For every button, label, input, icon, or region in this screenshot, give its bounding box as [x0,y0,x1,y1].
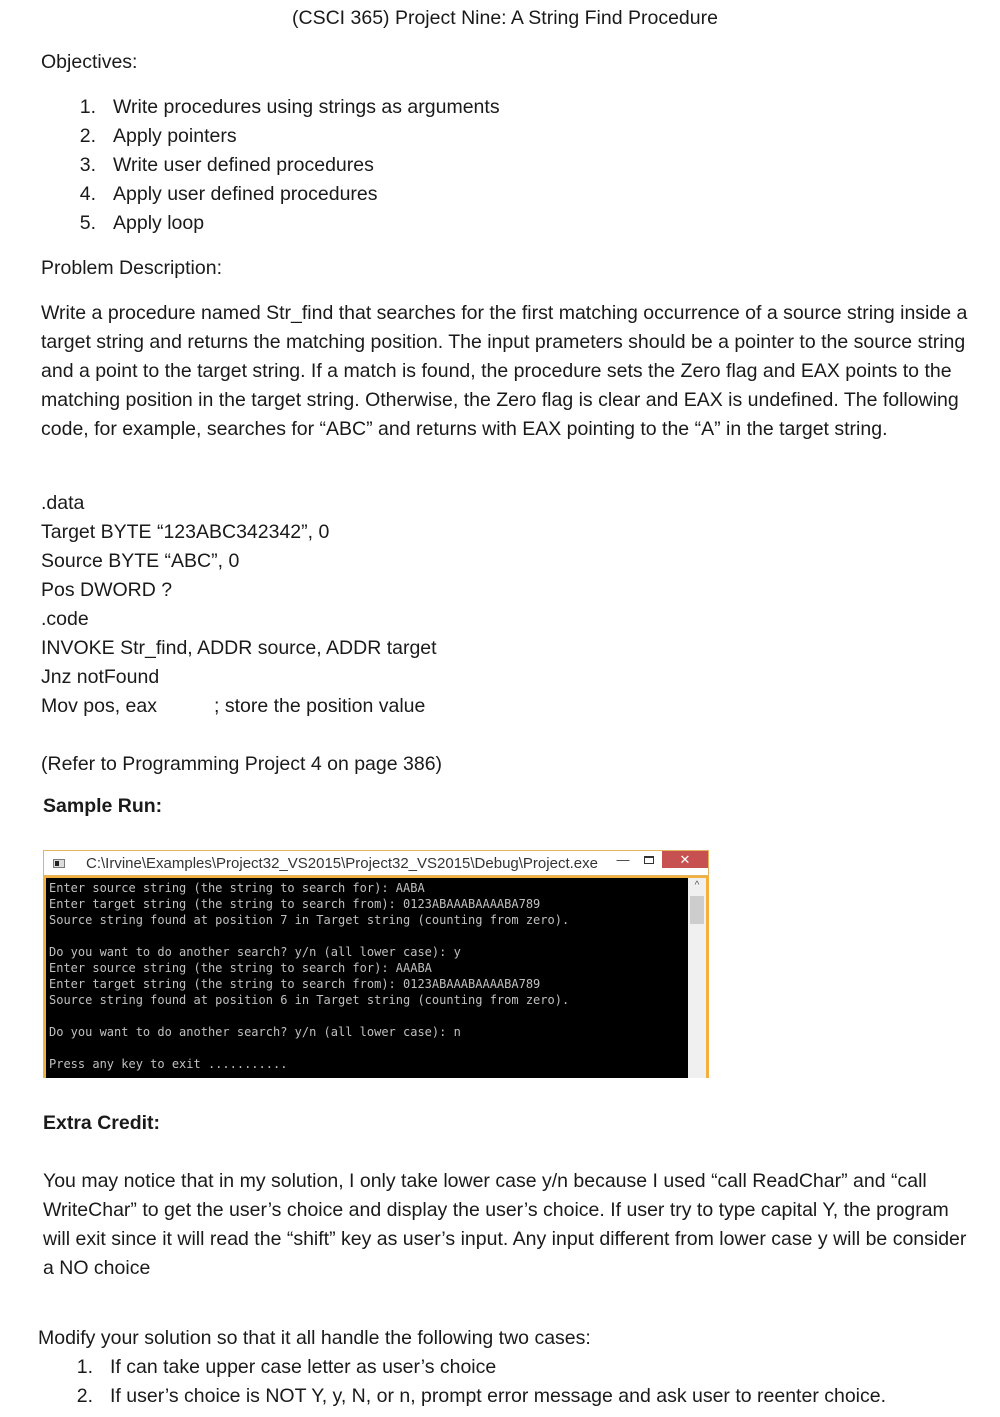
maximize-button[interactable] [636,851,662,868]
page-title: (CSCI 365) Project Nine: A String Find Procedure [292,7,718,29]
problem-paragraph: Write a procedure named Str_find that searches for the first matching occurrence of a source string inside a target string and returns the matching position. The input prameters should be a pointer to the source string and a point to the target string. If a match is found, the procedure sets the Zero flag and EAX points to the matching position in the target string. Otherwise, the Zero flag is clear and EAX is undefined. The following code, for example, searches for “ABC” and returns with EAX pointing to the “A” in the target string. [41,302,968,440]
vertical-scrollbar[interactable] [688,878,706,1078]
console-output [46,878,688,1078]
scroll-up-icon[interactable]: ^ [694,880,700,891]
code-line: .data [41,492,85,514]
console-text: Enter source string (the string to search for): AABA Enter target string (the string to search from): 0123ABAAABAAAABA789 Source string found at position 7 in Target string (counting from zero). Do you want to do another search? y/n (all lower case): y Enter source string (the string to search for): AAABA Enter target string (the string to search from): 0123ABAAABAAAABA789 Source string found at position 6 in Target string (counting from zero). Do you want to do another search? y/n (all lower case): n Press any key to exit ........... [49,881,570,1071]
window-titlebar[interactable] [43,850,709,876]
list-number: 1. [76,1356,93,1378]
list-item-text: Apply user defined procedures [113,183,378,205]
list-item-text: Write procedures using strings as arguments [113,96,500,118]
list-number: 1. [79,96,96,118]
modify-list [73,1353,973,1411]
objective-item [76,93,676,122]
code-line-with-comment [41,692,541,721]
console-window [43,850,709,1078]
reference-note: (Refer to Programming Project 4 on page 386) [41,753,443,775]
list-item-text: If can take upper case letter as user’s choice [110,1356,497,1378]
list-number: 2. [76,1385,93,1407]
sample-run-heading: Sample Run: [43,795,163,817]
modify-intro: Modify your solution so that it all handle the following two cases: [38,1327,591,1349]
scroll-thumb[interactable] [690,896,704,924]
list-number: 4. [79,183,96,205]
close-button[interactable]: ✕ [662,851,708,868]
objectives-list [76,93,676,238]
list-item-text: Write user defined procedures [113,154,374,176]
list-item-text: Apply loop [113,212,205,234]
objectives-heading: Objectives: [41,51,138,73]
code-line: Target BYTE “123ABC342342”, 0 [41,521,330,543]
code-line: Source BYTE “ABC”, 0 [41,550,240,572]
modify-item [73,1353,973,1382]
extra-credit-heading: Extra Credit: [43,1112,161,1134]
list-item-text: If user’s choice is NOT Y, y, N, or n, prompt error message and ask user to reenter choice. [110,1385,887,1407]
code-text: Mov pos, eax [41,695,157,717]
problem-heading: Problem Description: [41,257,222,279]
list-number: 5. [79,212,96,234]
code-line: .code [41,608,89,630]
minimize-button[interactable]: — [616,852,630,867]
list-number: 3. [79,154,96,176]
console-app-icon [53,859,65,868]
list-number: 2. [79,125,96,147]
maximize-icon [644,856,654,864]
window-title: C:\Irvine\Examples\Project32_VS2015\Project32_VS2015\Debug\Project.exe [86,855,598,872]
extra-credit-paragraph: You may notice that in my solution, I only take lower case y/n because I used “call ReadChar” and “call WriteChar” to get the user’s choice and display the user’s choice. If user try to type capital Y, the program will exit since it will read the “shift” key as user’s input. Any input different from lower case y will be consider a NO choice [43,1170,967,1279]
objective-item [76,209,676,238]
code-line: Jnz notFound [41,666,160,688]
code-line: Pos DWORD ? [41,579,173,601]
objective-item [76,151,676,180]
modify-item [73,1382,973,1411]
objective-item [76,122,676,151]
list-item-text: Apply pointers [113,125,237,147]
objective-item [76,180,676,209]
code-line: INVOKE Str_find, ADDR source, ADDR target [41,637,437,659]
code-comment: ; store the position value [214,695,426,717]
